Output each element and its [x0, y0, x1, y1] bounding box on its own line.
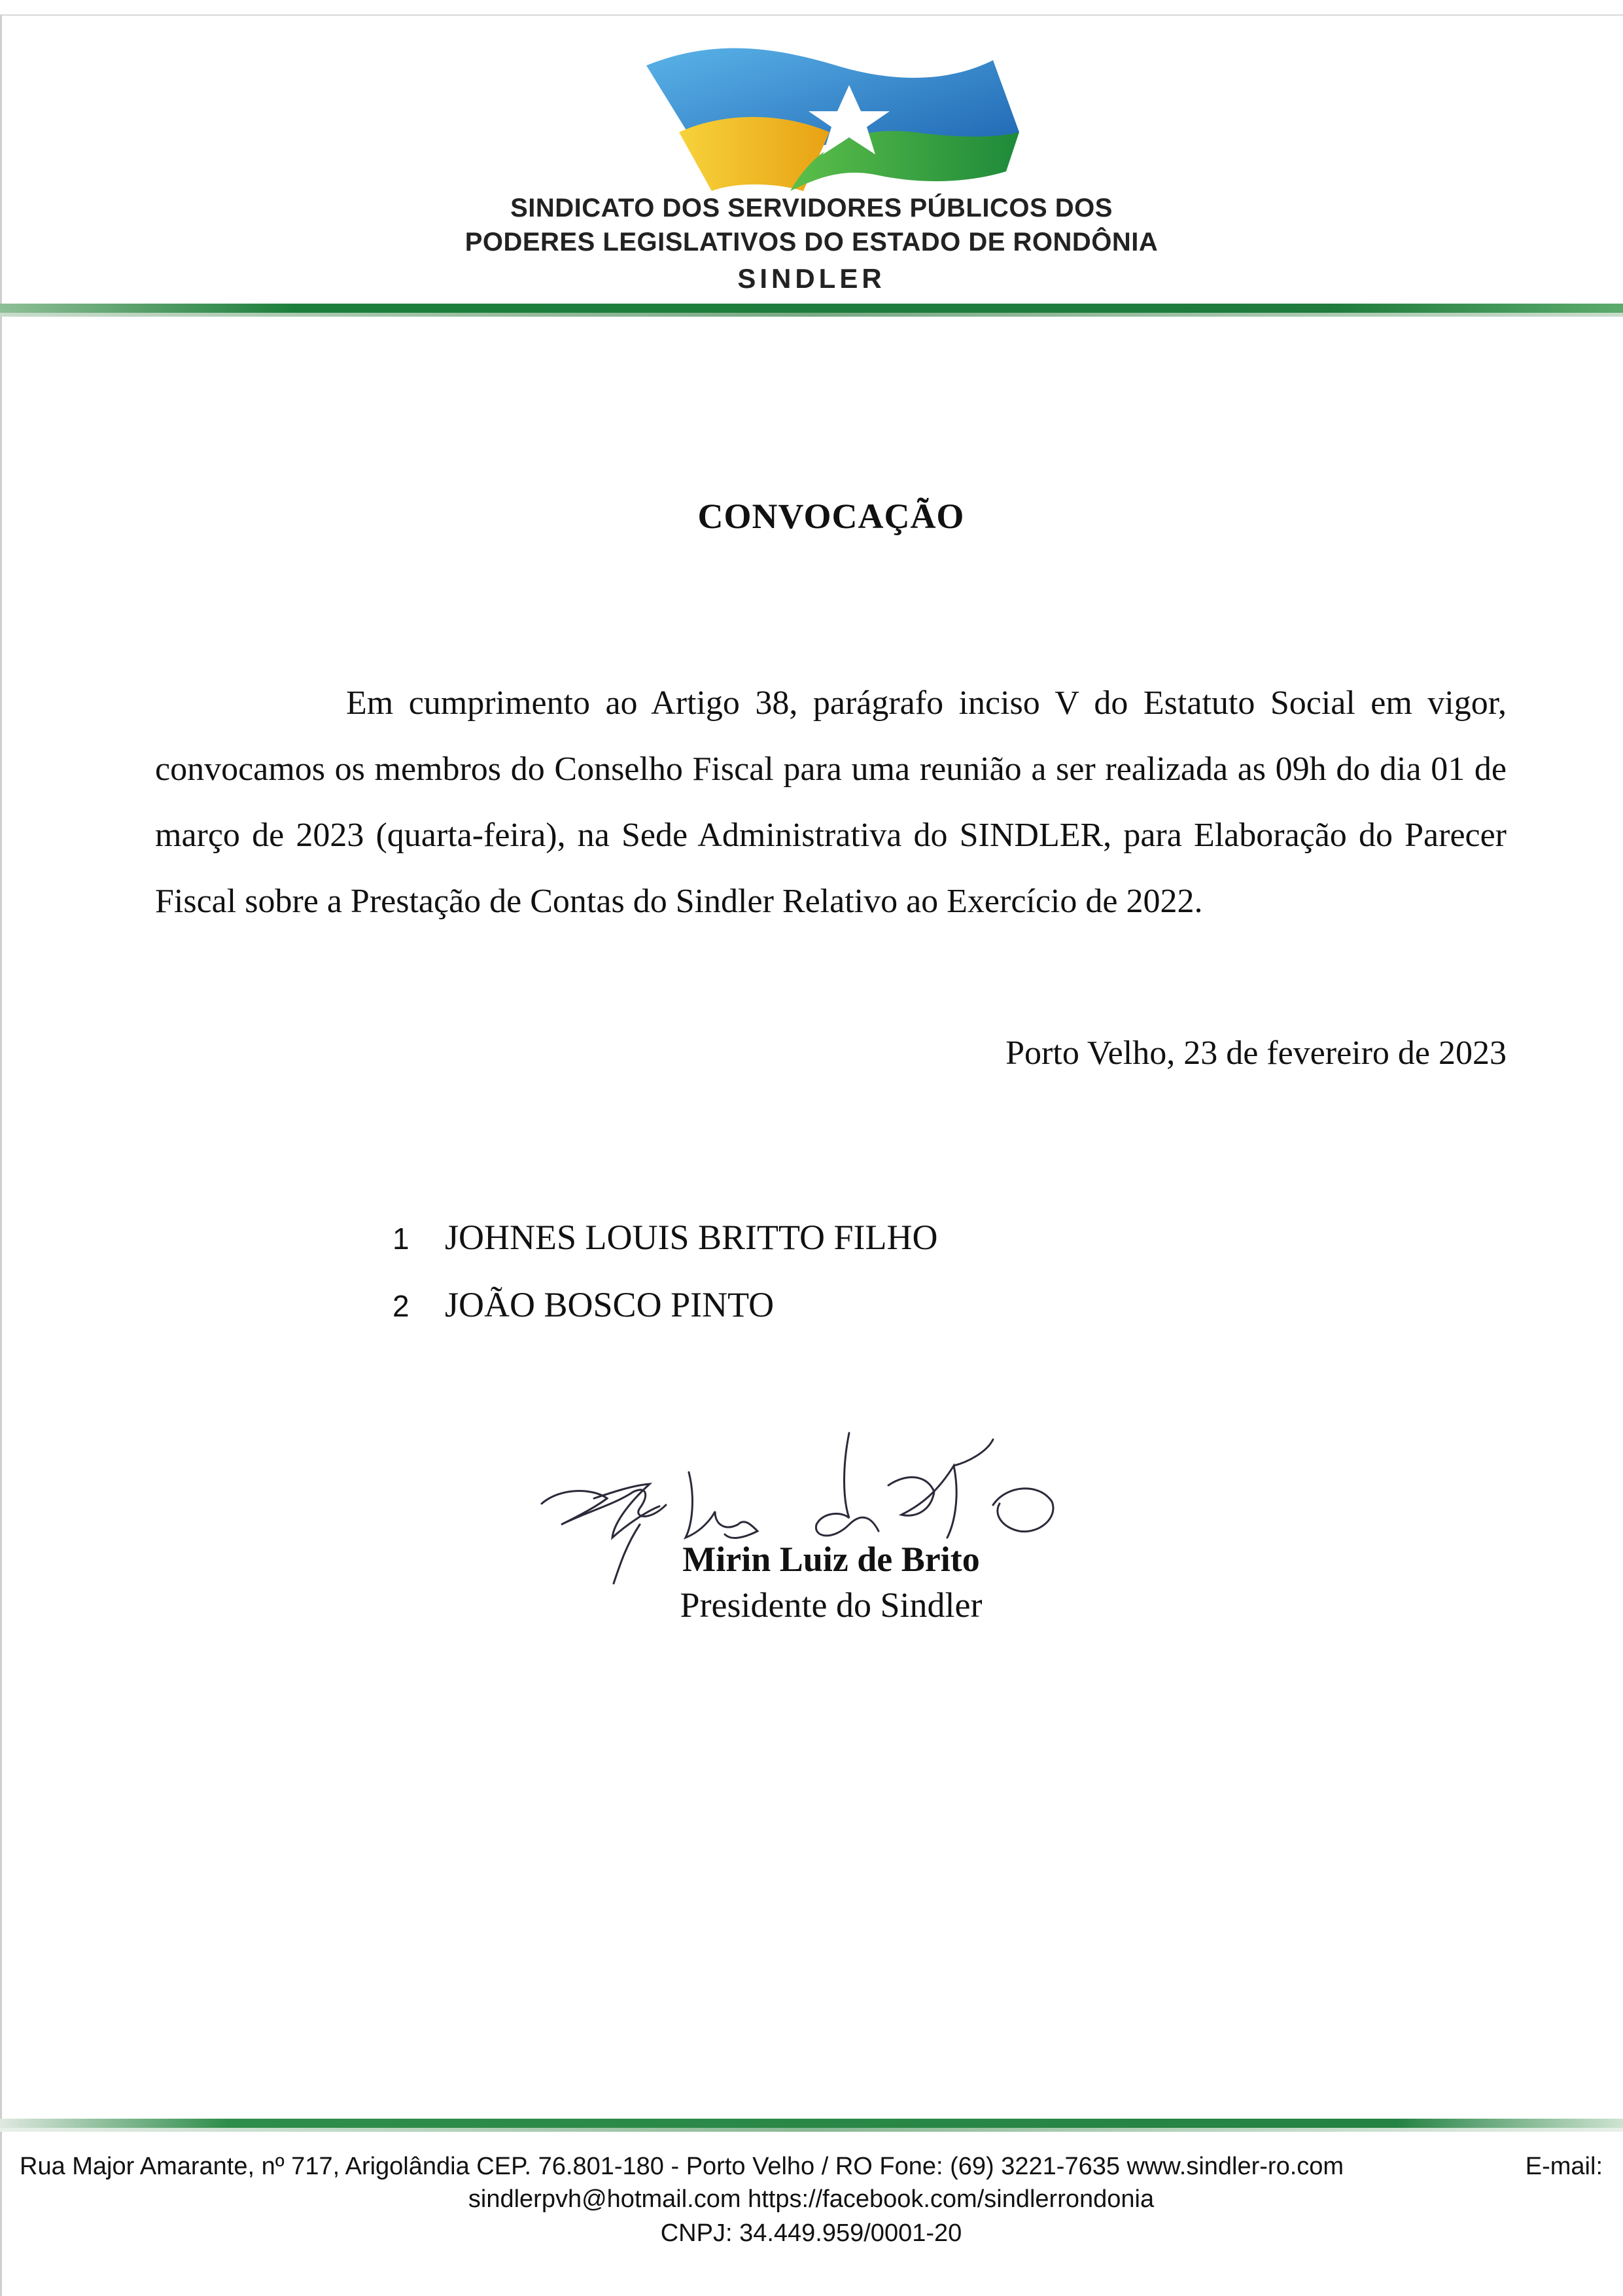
footer-address: Rua Major Amarante, nº 717, Arigolândia CEP. 76.801-180 - Porto Velho / RO Fone: (69) 3221-7635 www.sindler-ro.com: [20, 2153, 1344, 2180]
list-item-number: 1: [393, 1222, 410, 1256]
council-members-list: [393, 1217, 938, 1352]
list-item-number: 2: [393, 1289, 410, 1323]
rondonia-flag-logo: [640, 34, 1032, 196]
document-title: CONVOCAÇÃO: [697, 497, 965, 536]
member-name: JOHNES LOUIS BRITTO FILHO: [445, 1218, 938, 1257]
org-name-line-2: PODERES LEGISLATIVOS DO ESTADO DE RONDÔNIA: [464, 228, 1159, 256]
signer-role: Presidente do Sindler: [680, 1585, 983, 1625]
footer-address-line: [20, 2153, 1603, 2181]
footer-band-shade: [0, 2128, 1623, 2132]
org-name-line-1: SINDICATO DOS SERVIDORES PÚBLICOS DOS: [510, 194, 1113, 222]
place-and-date: Porto Velho, 23 de fevereiro de 2023: [1005, 1034, 1507, 1072]
convocation-body: Em cumprimento ao Artigo 38, parágrafo inciso V do Estatuto Social em vigor, convocamos os membros do Conselho Fiscal para uma reunião a ser realizada as 09h do dia 01 de março de 2023 (quarta-feira), na Sede Administrativa do SINDLER, para Elaboração do Parecer Fiscal sobre a Prestação de Contas do Sindler Relativo ao Exercício de 2022.: [155, 684, 1507, 920]
signer-name: Mirin Luiz de Brito: [682, 1540, 980, 1579]
page-frame: [0, 14, 1623, 2296]
footer-email-label: E-mail:: [1525, 2153, 1603, 2180]
footer-contacts: sindlerpvh@hotmail.com https://facebook.com/sindlerrondonia: [468, 2185, 1155, 2213]
footer-cnpj: CNPJ: 34.449.959/0001-20: [660, 2219, 962, 2247]
member-name: JOÃO BOSCO PINTO: [445, 1285, 775, 1324]
list-item: [393, 1217, 938, 1284]
list-item: [393, 1284, 938, 1352]
org-abbreviation: SINDLER: [737, 263, 886, 294]
header-band-shade: [0, 313, 1623, 317]
